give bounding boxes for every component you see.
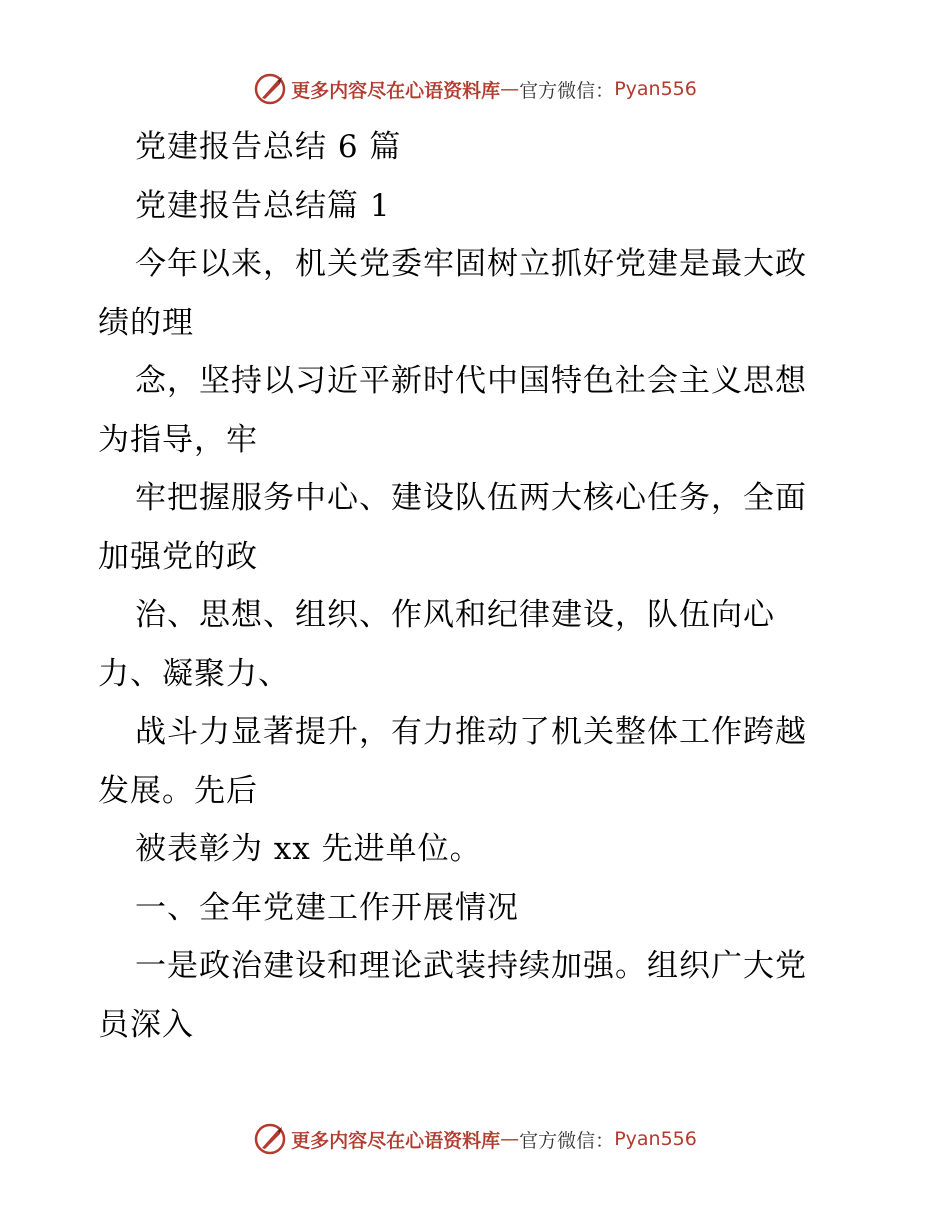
section-title: 党建报告总结篇 1 — [135, 187, 391, 224]
watermark-text: 更多内容尽在心语资料库 — [291, 79, 501, 102]
paragraph-line: 加强党的政 — [98, 538, 258, 575]
paragraph-line: 力、凝聚力、 — [98, 655, 290, 692]
document-title: 党建报告总结 6 篇 — [135, 129, 402, 165]
watermark-text: 更多内容尽在心语资料库 — [291, 1129, 501, 1152]
wechat-label: 官方微信： — [519, 79, 615, 102]
paragraph-line: 牢把握服务中心、建设队伍两大核心任务，全面 — [135, 480, 807, 516]
watermark-dash: — — [500, 78, 520, 100]
paragraph-line: 治、思想、组织、作风和纪律建设，队伍向心 — [135, 597, 775, 633]
paragraph-line: 为指导，牢 — [98, 421, 258, 458]
footer-watermark — [0, 1122, 950, 1156]
document-body — [98, 118, 858, 1054]
paragraph-line: 发展。先后 — [98, 772, 258, 809]
quill-pen-icon — [253, 1122, 287, 1156]
paragraph-line: 今年以来，机关党委牢固树立抓好党建是最大政 — [135, 246, 807, 282]
paragraph-line: 绩的理 — [98, 304, 194, 341]
header-watermark — [0, 72, 950, 106]
watermark-dash: — — [500, 1128, 520, 1150]
paragraph-line: 战斗力显著提升，有力推动了机关整体工作跨越 — [135, 714, 807, 750]
quill-pen-icon — [253, 72, 287, 106]
paragraph-line: 员深入 — [98, 1006, 194, 1043]
section-heading: 一、全年党建工作开展情况 — [135, 889, 519, 926]
wechat-id: Pyan556 — [614, 78, 697, 100]
paragraph-line: 一是政治建设和理论武装持续加强。组织广大党 — [135, 948, 807, 984]
paragraph-line: 被表彰为 xx 先进单位。 — [135, 831, 482, 867]
wechat-id: Pyan556 — [614, 1128, 697, 1150]
paragraph-line: 念，坚持以习近平新时代中国特色社会主义思想 — [135, 363, 807, 399]
wechat-label: 官方微信： — [519, 1129, 615, 1152]
